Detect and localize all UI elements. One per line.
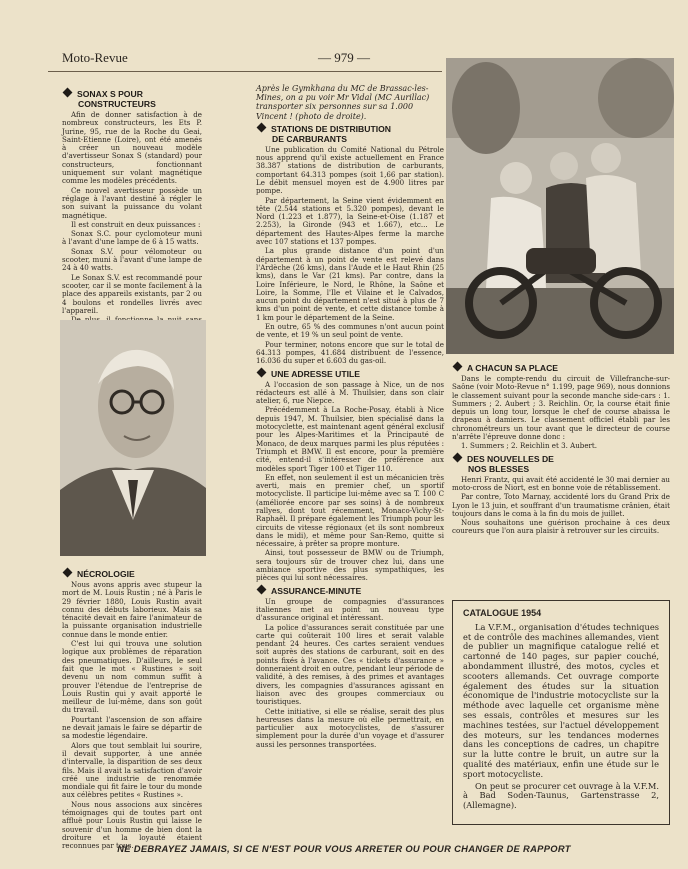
diamond-bullet-icon: [257, 122, 267, 132]
adresse-paragraph: En effet, non seulement il est un mécanicien très averti, mais en premier chef, un sportif motocycliste. Il participe lui-même avec sa T. 100 C (améliorée encore par ses soins) à de nombreux rallyes, dont tout récemment, Monaco-Vichy-St-Raphaël. Il prépare également les Triumph pour les circuits de vitesse régionaux (et ils sont nombreux dans le midi), et même pour San-Remo, quitte si nécessaire, à prêter sa propre monture.: [256, 472, 444, 549]
blesses-paragraph: Nous souhaitons une guérison prochaine à ces deux coureurs que l'on aura plaisir à retrouver sur les circuits.: [452, 518, 670, 536]
footer-slogan: NE DEBRAYEZ JAMAIS, SI CE N'EST POUR VOUS ARRETER OU POUR CHANGER DE RAPPORT: [117, 843, 571, 854]
right-column: [452, 360, 670, 537]
necrologie-heading: NÉCROLOGIE: [62, 569, 202, 579]
stations-paragraph: Par département, la Seine vient évidemment en tête (2.544 stations et 5.320 pompes), devant le Nord (1.223 et 1.877), la Seine-et-Oise (1.187 et 2.253), la Gironde (943 et 1.667), etc... Le département des Hautes-Alpes ferme la marche avec 107 stations et 137 pompes.: [256, 195, 444, 247]
chacun-paragraph: Dans le compte-rendu du circuit de Villefranche-sur-Saône (voir Moto-Revue n° 1.199, page 969), nous donnions le classement suivant pour la seconde manche side-cars : 1. Summers ; 2. Aubert ; 3. Reichlin. Or, la course était finie depuis un long tour, lorsque le chef de course abaissa le drapeau à damiers. Le classement officiel établi par les chronométreurs un tour avant que le directeur de course n'arrête l'épreuve donne donc :: [452, 374, 670, 442]
sonax-paragraph: Il est construit en deux puissances :: [71, 219, 201, 229]
necrologie-article: [62, 566, 202, 852]
photo-caption: Après le Gymkhana du MC de Brassac-les-Mines, on a pu voir Mr Vidal (MC Aurillac) transporter six personnes sur sa 1.000 Vincent ! (photo de droite).: [256, 84, 430, 121]
diamond-bullet-icon: [453, 362, 463, 372]
catalogue-box: [452, 600, 670, 825]
necrologie-paragraph: Nous avons appris avec stupeur la mort de M. Louis Rustin ; né à Paris le 29 février 1880, Louis Rustin avait connu des débuts laborieux. Mais sa ténacité devait en faire l'animateur de la puissante organisation industrielle connue dans le monde entier.: [62, 580, 202, 639]
motorcycle-illustration: [446, 58, 674, 354]
portrait-photo: [60, 320, 206, 556]
sonax-paragraph: Ce nouvel avertisseur possède un réglage à l'avant destiné à régler le son suivant la puissance du volant magnétique.: [62, 185, 202, 220]
sonax-paragraph: Sonax S.C. pour cyclomoteur muni à l'avant d'une lampe de 6 à 15 watts.: [62, 229, 202, 247]
sonax-paragraph: Afin de donner satisfaction à de nombreux constructeurs, les Ets P. Jurine, 95, rue de la Roche du Geai, Saint-Etienne (Loire), ont été amenés à créer un nouveau modèle d'avertisseur Sonax S (standard) pour constructeurs, fonctionnant uniquement sur volant magnétique comme les modèles précédents.: [62, 110, 202, 186]
catalogue-paragraph: On peut se procurer cet ouvrage à la V.F.M. à Bad Soden-Taunus, Gartenstrasse 2, (Allemagne).: [463, 780, 659, 811]
blesses-heading: DES NOUVELLES DE NOS BLESSES: [452, 454, 670, 474]
adresse-heading: UNE ADRESSE UTILE: [256, 369, 444, 379]
necrologie-paragraph: Alors que tout semblait lui sourire, il devait supporter, à une année d'intervalle, la disparition de ses deux fils. Mais il avait la satisfaction d'avoir créé une industrie de renommée mondiale qui fit faire le tour du monde aux célèbres petites « Rustines ».: [62, 740, 202, 800]
diamond-bullet-icon: [453, 452, 463, 462]
assurance-paragraph: Cette initiative, si elle se réalise, serait des plus heureuses dans la mesure où elle permettrait, en particulier aux motocyclistes, de s'assurer simplement pour la durée d'un voyage et d'assurer aussi les personnes transportées.: [256, 706, 444, 749]
diamond-bullet-icon: [257, 367, 267, 377]
assurance-paragraph: Un groupe de compagnies d'assurances italiennes met au point un nouveau type d'assurance original et intéressant.: [256, 596, 444, 623]
motorcycle-photo: [446, 58, 674, 354]
diamond-bullet-icon: [257, 584, 267, 594]
sonax-paragraph: Le Sonax S.V. est recommandé pour scooter, car il se monte facilement à la place des appareils existants, par 2 ou 4 boulons et rondelles livrés avec l'appareil.: [62, 272, 202, 315]
stations-paragraph: Pour terminer, notons encore que sur le total de 64.313 pompes, 41.684 distribuent de l'essence, 16.036 du super et 6.603 du gas-oil.: [256, 339, 444, 366]
stations-paragraph: En outre, 65 % des communes n'ont aucun point de vente, et 19 % un seul point de vente.: [256, 322, 444, 340]
sonax-paragraph: Sonax S.V. pour vélomoteur ou scooter, muni à l'avant d'une lampe de 24 à 40 watts.: [62, 246, 202, 273]
necrologie-paragraph: Pourtant l'ascension de son affaire ne devait jamais le faire se départir de sa modestie légendaire.: [62, 714, 202, 741]
stations-heading: STATIONS DE DISTRIBUTION DE CARBURANTS: [256, 124, 444, 144]
diamond-bullet-icon: [63, 88, 73, 98]
sonax-heading: SONAX S POUR CONSTRUCTEURS: [62, 89, 202, 109]
assurance-paragraph: La police d'assurances serait constituée par une carte qui coûterait 100 lires et serait valable pendant 24 heures. Ces cartes seraient vendues soit auprès des stations de carburant, soit en des points fixés à l'avance. Ces « tickets d'assurance » donneraient droit en outre, pendant leur période de validité, à des remises, à des primes et avantages divers, les compagnies d'assurances agissant en liaison avec des groupes commerciaux ou touristiques.: [256, 622, 444, 707]
header-rule: [48, 71, 442, 72]
page-header: [62, 50, 422, 70]
chacun-heading: A CHACUN SA PLACE: [452, 363, 670, 373]
catalogue-title: CATALOGUE 1954: [463, 608, 542, 618]
necrologie-paragraph: Nous nous associons aux sincères témoignages qui de toutes part ont affluë pour Louis Rustin qui laisse le souvenir d'un homme de bien dont la droiture et la loyauté étaient reconnues par tous.: [62, 799, 202, 851]
adresse-paragraph: A l'occasion de son passage à Nice, un de nos rédacteurs est allé à M. Thuilsier, dans son clair atelier, 6, rue Niepce.: [256, 379, 444, 406]
chacun-paragraph: 1. Summers ; 2. Reichlin et 3. Aubert.: [461, 441, 598, 451]
stations-paragraph: Une publication du Comité National du Pétrole nous apprend qu'il existe actuellement en France 38.387 stations de distribution de carburants, comportant 64.313 pompes (soit 1,66 par station). Le débit mensuel moyen est de 4.900 litres par pompe.: [256, 144, 444, 196]
blesses-paragraph: Par contre, Toto Marnay, accidenté lors du Grand Prix de Lyon le 13 juin, et souffrant d'un traumatisme crânien, était toujours dans le coma à la fin du mois de juillet.: [452, 492, 670, 518]
adresse-paragraph: Précédemment à La Roche-Posay, établi à Nice depuis 1947, M. Thuilsier, bien spécialisé dans la motocyclette, est maintenant agent général exclusif pour les Alpes-Maritimes et la Principauté de Monaco, de deux marques parmi les plus réputées : Triumph et BMW. Il est encore, pour la première cité, entend-il s'intéresser de préférence aux modèles sport Tiger 100 et Tiger 110.: [256, 405, 444, 473]
diamond-bullet-icon: [63, 568, 73, 578]
catalogue-paragraph: La V.F.M., organisation d'études techniques et de contrôle des machines allemandes, vient de publier un magnifique catalogue relié et cartonné de 140 pages, sur papier couché, abondamment illustré, des motos, cycles et scooters allemands. Cet ouvrage comporte également des études sur la situation économique de l'industrie motocycliste sur la méthode avec laquelle cet organisme mène ses essais, contrôles et mesures sur les machines testées, sur l'actuel développement des moteurs, sur les tendances modernes dans les conceptions de cadres, un chapitre sur la lutte contre le bruit, un autre sur la qualité des matériaux, enfin une étude sur le sport motocycliste.: [463, 621, 659, 779]
assurance-heading: ASSURANCE-MINUTE: [256, 586, 444, 596]
adresse-paragraph: Ainsi, tout possesseur de BMW ou de Triumph, sera toujours sûr de trouver chez lui, dans une ambiance sportive des plus sympathiques, les pièces qui lui sont nécessaires.: [256, 548, 444, 583]
stations-paragraph: La plus grande distance d'un point d'un département à un point de vente est relevé dans l'Ardèche (26 kms), dans l'Aude et le Haut Rhin (25 kms), dans le Var (21 kms). Par contre, dans la Loire Inférieure, le Nord, le Rhône, la Saône et Loire, la Somme, l'Ile et Vilaine et le Calvados, aucun point du département n'est situé à plus de 7 kms d'un point de vente, et cette distance tombe à 1 km pour le département de la Seine.: [256, 246, 444, 322]
page-number: — 979 —: [318, 50, 370, 65]
middle-column: [256, 84, 444, 750]
portrait-illustration: [60, 320, 206, 556]
magazine-name: Moto-Revue: [62, 50, 128, 65]
necrologie-paragraph: C'est lui qui trouva une solution logique aux problèmes de réparation des pneumatiques. D'ailleurs, le seul fait que le mot « Rustines » soit devenu un nom commun suffit à prouver l'étendue de l'entreprise de Louis Rustin qui y avait apporté le meilleur de lui-même, dans son goût du travail.: [62, 639, 202, 715]
blesses-paragraph: Henri Frantz, qui avait été accidenté le 30 mai dernier au moto-cross de Niort, est en bonne voie de rétablissement.: [452, 474, 670, 492]
